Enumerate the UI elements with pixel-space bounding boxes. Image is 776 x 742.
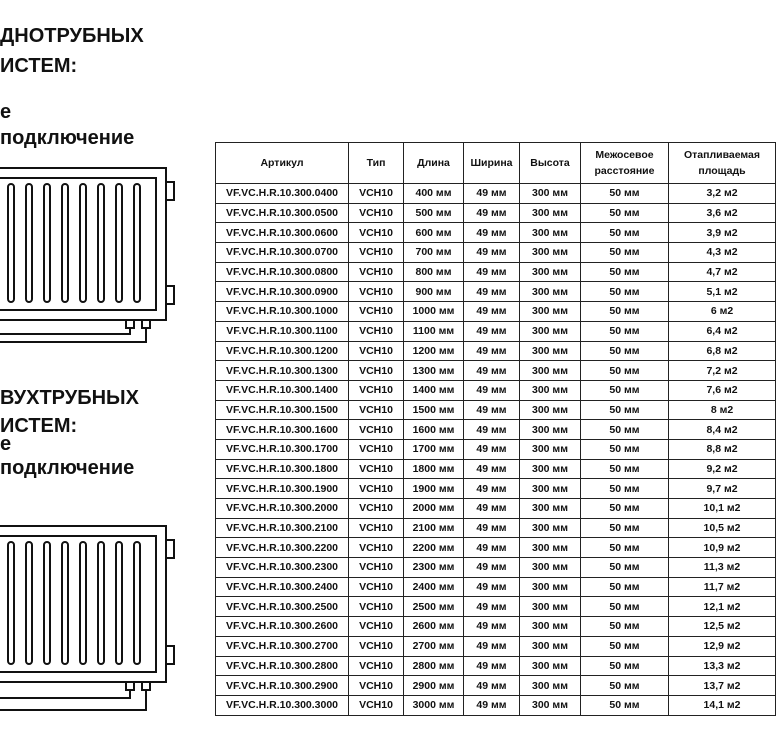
cell-article: VF.VC.H.R.10.300.1800 <box>216 459 349 479</box>
cell-width: 49 мм <box>464 538 520 558</box>
table-row <box>216 656 776 676</box>
table-row <box>216 282 776 302</box>
cell-type: VCH10 <box>349 499 404 519</box>
cell-width: 49 мм <box>464 203 520 223</box>
cell-height: 300 мм <box>520 321 581 341</box>
cell-type: VCH10 <box>349 400 404 420</box>
cell-width: 49 мм <box>464 400 520 420</box>
single-pipe-subtitle-line1: е <box>0 101 12 123</box>
cell-height: 300 мм <box>520 439 581 459</box>
cell-type: VCH10 <box>349 617 404 637</box>
cell-height: 300 мм <box>520 558 581 578</box>
cell-length: 1200 мм <box>404 341 464 361</box>
cell-type: VCH10 <box>349 597 404 617</box>
cell-width: 49 мм <box>464 380 520 400</box>
cell-height: 300 мм <box>520 243 581 263</box>
cell-article: VF.VC.H.R.10.300.0800 <box>216 262 349 282</box>
cell-center-distance: 50 мм <box>581 479 669 499</box>
cell-width: 49 мм <box>464 636 520 656</box>
cell-height: 300 мм <box>520 262 581 282</box>
cell-type: VCH10 <box>349 577 404 597</box>
cell-length: 400 мм <box>404 184 464 204</box>
cell-height: 300 мм <box>520 302 581 322</box>
cell-type: VCH10 <box>349 656 404 676</box>
cell-length: 2600 мм <box>404 617 464 637</box>
table-row <box>216 223 776 243</box>
table-row <box>216 400 776 420</box>
radiator-icon-2 <box>0 520 185 725</box>
cell-length: 1300 мм <box>404 361 464 381</box>
cell-width: 49 мм <box>464 617 520 637</box>
cell-width: 49 мм <box>464 518 520 538</box>
cell-center-distance: 50 мм <box>581 361 669 381</box>
cell-article: VF.VC.H.R.10.300.0600 <box>216 223 349 243</box>
cell-length: 1900 мм <box>404 479 464 499</box>
table-row <box>216 538 776 558</box>
table-row <box>216 499 776 519</box>
table-row <box>216 558 776 578</box>
cell-width: 49 мм <box>464 558 520 578</box>
cell-heated-area: 13,7 м2 <box>669 676 776 696</box>
cell-article: VF.VC.H.R.10.300.0400 <box>216 184 349 204</box>
cell-article: VF.VC.H.R.10.300.1300 <box>216 361 349 381</box>
col-header-heated-area: Отапливаемая площадь <box>669 143 776 184</box>
cell-center-distance: 50 мм <box>581 577 669 597</box>
cell-height: 300 мм <box>520 676 581 696</box>
cell-heated-area: 10,9 м2 <box>669 538 776 558</box>
valve-icon <box>0 320 150 342</box>
table-row <box>216 184 776 204</box>
cell-length: 900 мм <box>404 282 464 302</box>
table-row <box>216 321 776 341</box>
radiator-fins <box>8 542 140 664</box>
cell-article: VF.VC.H.R.10.300.2600 <box>216 617 349 637</box>
cell-center-distance: 50 мм <box>581 538 669 558</box>
cell-length: 2700 мм <box>404 636 464 656</box>
cell-type: VCH10 <box>349 341 404 361</box>
cell-article: VF.VC.H.R.10.300.2300 <box>216 558 349 578</box>
cell-heated-area: 12,9 м2 <box>669 636 776 656</box>
cell-width: 49 мм <box>464 243 520 263</box>
cell-article: VF.VC.H.R.10.300.0700 <box>216 243 349 263</box>
cell-height: 300 мм <box>520 636 581 656</box>
cell-heated-area: 7,6 м2 <box>669 380 776 400</box>
table-header-row <box>216 143 776 184</box>
table-row <box>216 617 776 637</box>
cell-type: VCH10 <box>349 282 404 302</box>
cell-width: 49 мм <box>464 361 520 381</box>
cell-type: VCH10 <box>349 695 404 715</box>
cell-type: VCH10 <box>349 243 404 263</box>
cell-center-distance: 50 мм <box>581 558 669 578</box>
cell-article: VF.VC.H.R.10.300.2400 <box>216 577 349 597</box>
col-header-type: Тип <box>349 143 404 184</box>
cell-length: 2200 мм <box>404 538 464 558</box>
cell-height: 300 мм <box>520 361 581 381</box>
cell-center-distance: 50 мм <box>581 184 669 204</box>
cell-heated-area: 4,7 м2 <box>669 262 776 282</box>
cell-type: VCH10 <box>349 321 404 341</box>
cell-heated-area: 9,7 м2 <box>669 479 776 499</box>
cell-type: VCH10 <box>349 420 404 440</box>
cell-article: VF.VC.H.R.10.300.2800 <box>216 656 349 676</box>
cell-length: 1500 мм <box>404 400 464 420</box>
cell-width: 49 мм <box>464 439 520 459</box>
cell-heated-area: 5,1 м2 <box>669 282 776 302</box>
cell-center-distance: 50 мм <box>581 636 669 656</box>
cell-width: 49 мм <box>464 321 520 341</box>
cell-width: 49 мм <box>464 499 520 519</box>
cell-height: 300 мм <box>520 420 581 440</box>
cell-length: 600 мм <box>404 223 464 243</box>
table-row <box>216 203 776 223</box>
cell-length: 2500 мм <box>404 597 464 617</box>
cell-width: 49 мм <box>464 656 520 676</box>
cell-heated-area: 7,2 м2 <box>669 361 776 381</box>
cell-center-distance: 50 мм <box>581 380 669 400</box>
cell-height: 300 мм <box>520 597 581 617</box>
cell-height: 300 мм <box>520 479 581 499</box>
cell-length: 2900 мм <box>404 676 464 696</box>
cell-article: VF.VC.H.R.10.300.0900 <box>216 282 349 302</box>
cell-length: 2000 мм <box>404 499 464 519</box>
cell-center-distance: 50 мм <box>581 695 669 715</box>
cell-height: 300 мм <box>520 184 581 204</box>
cell-width: 49 мм <box>464 676 520 696</box>
cell-article: VF.VC.H.R.10.300.2500 <box>216 597 349 617</box>
cell-center-distance: 50 мм <box>581 420 669 440</box>
table-row <box>216 518 776 538</box>
cell-type: VCH10 <box>349 479 404 499</box>
cell-width: 49 мм <box>464 695 520 715</box>
cell-heated-area: 6,4 м2 <box>669 321 776 341</box>
cell-height: 300 мм <box>520 380 581 400</box>
spec-table <box>215 142 776 716</box>
col-header-length: Длина <box>404 143 464 184</box>
cell-type: VCH10 <box>349 380 404 400</box>
cell-width: 49 мм <box>464 479 520 499</box>
cell-center-distance: 50 мм <box>581 439 669 459</box>
cell-width: 49 мм <box>464 597 520 617</box>
cell-center-distance: 50 мм <box>581 321 669 341</box>
table-row <box>216 695 776 715</box>
cell-type: VCH10 <box>349 184 404 204</box>
table-row <box>216 361 776 381</box>
cell-height: 300 мм <box>520 400 581 420</box>
cell-type: VCH10 <box>349 676 404 696</box>
cell-heated-area: 11,7 м2 <box>669 577 776 597</box>
cell-center-distance: 50 мм <box>581 518 669 538</box>
cell-type: VCH10 <box>349 203 404 223</box>
cell-length: 1400 мм <box>404 380 464 400</box>
cell-article: VF.VC.H.R.10.300.1400 <box>216 380 349 400</box>
cell-type: VCH10 <box>349 302 404 322</box>
cell-heated-area: 10,1 м2 <box>669 499 776 519</box>
cell-article: VF.VC.H.R.10.300.1900 <box>216 479 349 499</box>
cell-heated-area: 14,1 м2 <box>669 695 776 715</box>
cell-type: VCH10 <box>349 558 404 578</box>
cell-width: 49 мм <box>464 262 520 282</box>
cell-height: 300 мм <box>520 459 581 479</box>
single-pipe-title-line2: ИСТЕМ: <box>0 55 78 77</box>
cell-width: 49 мм <box>464 223 520 243</box>
cell-heated-area: 8,8 м2 <box>669 439 776 459</box>
table-row <box>216 262 776 282</box>
cell-article: VF.VC.H.R.10.300.2700 <box>216 636 349 656</box>
cell-center-distance: 50 мм <box>581 341 669 361</box>
cell-heated-area: 6 м2 <box>669 302 776 322</box>
cell-center-distance: 50 мм <box>581 597 669 617</box>
cell-article: VF.VC.H.R.10.300.3000 <box>216 695 349 715</box>
cell-center-distance: 50 мм <box>581 656 669 676</box>
radiator-fins <box>8 184 140 302</box>
cell-center-distance: 50 мм <box>581 262 669 282</box>
table-row <box>216 479 776 499</box>
cell-width: 49 мм <box>464 459 520 479</box>
cell-type: VCH10 <box>349 262 404 282</box>
cell-article: VF.VC.H.R.10.300.1600 <box>216 420 349 440</box>
table-row <box>216 597 776 617</box>
table-row <box>216 420 776 440</box>
cell-heated-area: 3,2 м2 <box>669 184 776 204</box>
cell-length: 700 мм <box>404 243 464 263</box>
cell-heated-area: 3,9 м2 <box>669 223 776 243</box>
cell-article: VF.VC.H.R.10.300.0500 <box>216 203 349 223</box>
cell-height: 300 мм <box>520 223 581 243</box>
table-row <box>216 577 776 597</box>
cell-width: 49 мм <box>464 184 520 204</box>
cell-height: 300 мм <box>520 499 581 519</box>
cell-heated-area: 11,3 м2 <box>669 558 776 578</box>
table-row <box>216 439 776 459</box>
cell-center-distance: 50 мм <box>581 203 669 223</box>
radiator-icon <box>0 160 185 345</box>
cell-length: 2400 мм <box>404 577 464 597</box>
cell-width: 49 мм <box>464 341 520 361</box>
cell-heated-area: 8 м2 <box>669 400 776 420</box>
cell-article: VF.VC.H.R.10.300.1500 <box>216 400 349 420</box>
table-row <box>216 380 776 400</box>
cell-article: VF.VC.H.R.10.300.2000 <box>216 499 349 519</box>
valve-icon <box>0 682 150 710</box>
double-pipe-title-line1: ВУХТРУБНЫХ <box>0 387 139 409</box>
cell-article: VF.VC.H.R.10.300.2200 <box>216 538 349 558</box>
single-pipe-subtitle-line2: подключение <box>0 127 135 149</box>
cell-article: VF.VC.H.R.10.300.1100 <box>216 321 349 341</box>
cell-center-distance: 50 мм <box>581 302 669 322</box>
cell-length: 1800 мм <box>404 459 464 479</box>
col-header-article: Артикул <box>216 143 349 184</box>
cell-height: 300 мм <box>520 577 581 597</box>
cell-center-distance: 50 мм <box>581 223 669 243</box>
cell-article: VF.VC.H.R.10.300.1200 <box>216 341 349 361</box>
cell-article: VF.VC.H.R.10.300.1000 <box>216 302 349 322</box>
cell-width: 49 мм <box>464 420 520 440</box>
cell-article: VF.VC.H.R.10.300.1700 <box>216 439 349 459</box>
cell-heated-area: 6,8 м2 <box>669 341 776 361</box>
table-body <box>216 184 776 716</box>
cell-width: 49 мм <box>464 302 520 322</box>
cell-heated-area: 4,3 м2 <box>669 243 776 263</box>
cell-type: VCH10 <box>349 518 404 538</box>
cell-center-distance: 50 мм <box>581 499 669 519</box>
cell-height: 300 мм <box>520 282 581 302</box>
cell-heated-area: 3,6 м2 <box>669 203 776 223</box>
cell-length: 1700 мм <box>404 439 464 459</box>
table-row <box>216 341 776 361</box>
cell-length: 2800 мм <box>404 656 464 676</box>
cell-height: 300 мм <box>520 695 581 715</box>
cell-type: VCH10 <box>349 361 404 381</box>
cell-width: 49 мм <box>464 282 520 302</box>
table-row <box>216 243 776 263</box>
cell-length: 1000 мм <box>404 302 464 322</box>
cell-type: VCH10 <box>349 636 404 656</box>
cell-type: VCH10 <box>349 223 404 243</box>
cell-height: 300 мм <box>520 518 581 538</box>
cell-type: VCH10 <box>349 459 404 479</box>
cell-heated-area: 9,2 м2 <box>669 459 776 479</box>
cell-heated-area: 12,1 м2 <box>669 597 776 617</box>
double-pipe-subtitle-line2: подключение <box>0 457 135 479</box>
cell-center-distance: 50 мм <box>581 676 669 696</box>
cell-height: 300 мм <box>520 656 581 676</box>
cell-length: 800 мм <box>404 262 464 282</box>
cell-height: 300 мм <box>520 203 581 223</box>
cell-heated-area: 10,5 м2 <box>669 518 776 538</box>
cell-heated-area: 12,5 м2 <box>669 617 776 637</box>
cell-height: 300 мм <box>520 341 581 361</box>
table-row <box>216 302 776 322</box>
cell-center-distance: 50 мм <box>581 243 669 263</box>
cell-length: 2300 мм <box>404 558 464 578</box>
cell-width: 49 мм <box>464 577 520 597</box>
cell-article: VF.VC.H.R.10.300.2900 <box>216 676 349 696</box>
double-pipe-title-line2: ИСТЕМ: <box>0 415 78 437</box>
cell-heated-area: 8,4 м2 <box>669 420 776 440</box>
double-pipe-subtitle-line1: е <box>0 433 12 455</box>
cell-length: 1600 мм <box>404 420 464 440</box>
cell-type: VCH10 <box>349 538 404 558</box>
cell-type: VCH10 <box>349 439 404 459</box>
cell-length: 3000 мм <box>404 695 464 715</box>
cell-length: 500 мм <box>404 203 464 223</box>
cell-center-distance: 50 мм <box>581 459 669 479</box>
cell-heated-area: 13,3 м2 <box>669 656 776 676</box>
table-row <box>216 636 776 656</box>
cell-center-distance: 50 мм <box>581 617 669 637</box>
col-header-center-distance: Межосевое расстояние <box>581 143 669 184</box>
col-header-width: Ширина <box>464 143 520 184</box>
table-row <box>216 459 776 479</box>
single-pipe-title-line1: ДНОТРУБНЫХ <box>0 25 144 47</box>
cell-article: VF.VC.H.R.10.300.2100 <box>216 518 349 538</box>
cell-length: 2100 мм <box>404 518 464 538</box>
cell-center-distance: 50 мм <box>581 282 669 302</box>
table-row <box>216 676 776 696</box>
cell-height: 300 мм <box>520 617 581 637</box>
col-header-height: Высота <box>520 143 581 184</box>
cell-center-distance: 50 мм <box>581 400 669 420</box>
cell-length: 1100 мм <box>404 321 464 341</box>
cell-height: 300 мм <box>520 538 581 558</box>
